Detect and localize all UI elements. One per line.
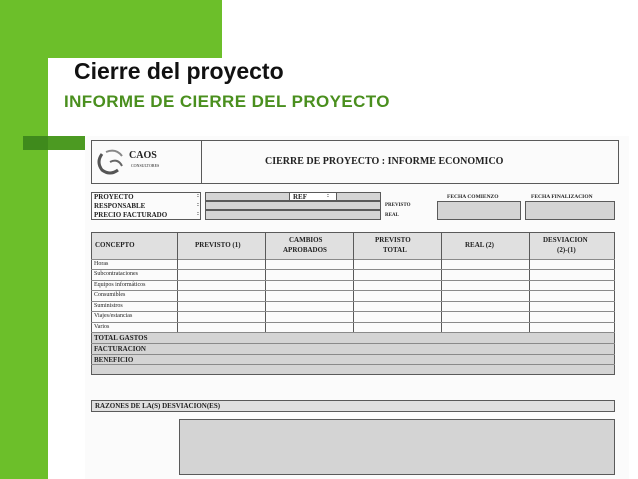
- col-desviacion-formula: (2)-(1): [557, 246, 576, 254]
- fecha-comienzo-field: [437, 201, 521, 220]
- table-row: Suministros: [94, 303, 123, 309]
- table-row: Viajes/estancias: [94, 313, 133, 319]
- col-real: REAL (2): [465, 241, 494, 249]
- slide-subtitle: INFORME DE CIERRE DEL PROYECTO: [64, 92, 390, 111]
- left-accent-bar: [0, 0, 48, 479]
- table-row: Equipos informáticos: [94, 282, 146, 288]
- table-row: Horas: [94, 261, 109, 267]
- top-accent-block: [48, 0, 222, 58]
- table-row: Varios: [94, 324, 110, 330]
- col-aprobados: APROBADOS: [283, 246, 327, 254]
- ref-label: REF: [293, 193, 307, 201]
- table-row: Consumibles: [94, 292, 126, 298]
- razones-field: [179, 419, 615, 475]
- razones-label: RAZONES DE LA(S) DESVIACION(ES): [95, 402, 221, 410]
- total-gastos-row: TOTAL GASTOS: [94, 334, 148, 342]
- col-total: TOTAL: [383, 246, 407, 254]
- facturacion-row: FACTURACION: [94, 345, 146, 353]
- fecha-finalizacion-field: [525, 201, 615, 220]
- real-label: REAL: [385, 213, 399, 218]
- responsable-label: RESPONSABLE: [94, 202, 146, 210]
- proyecto-label: PROYECTO: [94, 193, 134, 201]
- accent-tab-inner: [48, 136, 85, 150]
- col-cambios: CAMBIOS: [289, 236, 323, 244]
- logo-subtext: CONSULTORES: [131, 163, 160, 168]
- precio-facturado-label: PRECIO FACTURADO: [94, 211, 168, 219]
- scanned-form: CAOS CONSULTORES CIERRE DE PROYECTO : INFORME ECONOMICO PROYECTO RESPONSABLE PRECIO FACTURADO : : : REF : PREVISTO REAL FECHA COMIENZO FECHA FINALIZACION CONCEPTO PREVISTO (1) CAMBIOS APROBADOS PREVISTO TOTAL REAL (2) DESVIACION (2)-(1) Horas Subcontrataciones Equipos informáticos Consumibles Suministros Viajes/estancias Varios TOTAL GASTOS FACTURACION BENEFICIO RAZONES DE LA(S) DESVIACION(ES): [85, 136, 629, 479]
- col-desviacion: DESVIACION: [543, 236, 588, 244]
- precio-field: [205, 210, 381, 220]
- col-previsto: PREVISTO (1): [195, 241, 241, 249]
- responsable-field: [205, 201, 381, 210]
- form-header-title: CIERRE DE PROYECTO : INFORME ECONOMICO: [265, 156, 504, 167]
- beneficio-row: BENEFICIO: [94, 356, 134, 364]
- table-row: Subcontrataciones: [94, 271, 138, 277]
- slide-title: Cierre del proyecto: [74, 58, 284, 84]
- fecha-finalizacion-label: FECHA FINALIZACION: [531, 194, 593, 200]
- col-previsto-total: PREVISTO: [375, 236, 411, 244]
- previsto-label: PREVISTO: [385, 203, 411, 208]
- fecha-comienzo-label: FECHA COMIENZO: [447, 194, 499, 200]
- col-concepto: CONCEPTO: [95, 241, 135, 249]
- logo-text: CAOS: [129, 150, 157, 161]
